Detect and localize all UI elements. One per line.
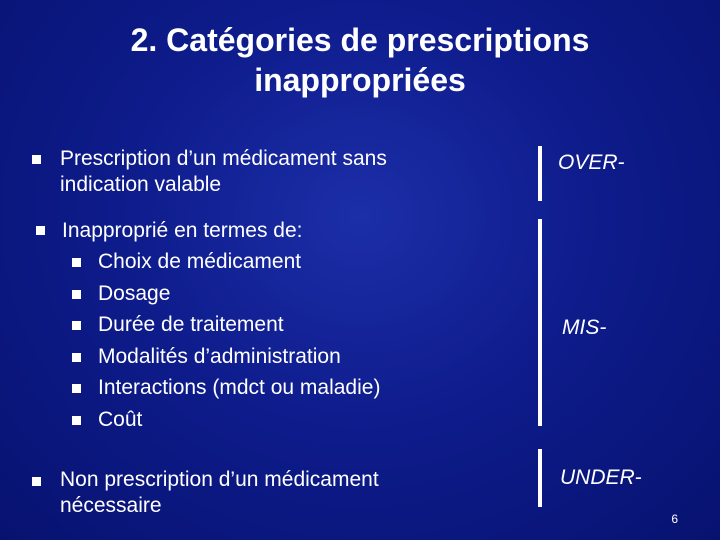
slide-title <box>60 20 660 100</box>
item-mis-heading: Inapproprié en termes de: <box>62 219 303 242</box>
item-under-line-1: Non prescription d’un médicament <box>60 468 379 491</box>
title-line-1: 2. Catégories de prescriptions <box>130 22 590 58</box>
item-over-line-2: indication valable <box>60 173 222 196</box>
item-under-line-2: nécessaire <box>60 494 162 517</box>
square-bullet-icon <box>72 321 81 330</box>
square-bullet-icon <box>72 384 81 393</box>
sub-item <box>72 344 380 376</box>
sub-item <box>72 375 380 407</box>
square-bullet-icon <box>36 226 45 235</box>
sub-list-mis <box>72 249 380 438</box>
category-under: UNDER- <box>560 466 642 489</box>
sub-item <box>72 407 380 439</box>
sub-item-label: Durée de traitement <box>98 313 284 336</box>
category-over: OVER- <box>558 151 625 174</box>
square-bullet-icon <box>32 155 41 164</box>
item-over-line-1: Prescription d’un médicament sans <box>60 147 387 170</box>
sub-item-label: Choix de médicament <box>98 250 302 273</box>
sub-item-label: Interactions (mdct ou maladie) <box>98 376 381 399</box>
divider-bar-under <box>538 449 542 507</box>
square-bullet-icon <box>72 416 81 425</box>
square-bullet-icon <box>72 353 81 362</box>
sub-item <box>72 312 380 344</box>
category-mis: MIS- <box>562 316 607 339</box>
title-line-2: inappropriées <box>254 62 466 98</box>
sub-item-label: Dosage <box>98 281 171 305</box>
divider-bar-mis <box>538 219 542 426</box>
sub-item-label: Modalités d’administration <box>98 344 341 368</box>
square-bullet-icon <box>72 258 81 267</box>
sub-item <box>72 249 380 281</box>
divider-bar-over <box>538 146 542 201</box>
square-bullet-icon <box>72 290 81 299</box>
sub-item <box>72 281 380 313</box>
page-number: 6 <box>671 512 678 526</box>
sub-item-label: Coût <box>98 407 143 431</box>
square-bullet-icon <box>32 477 41 486</box>
